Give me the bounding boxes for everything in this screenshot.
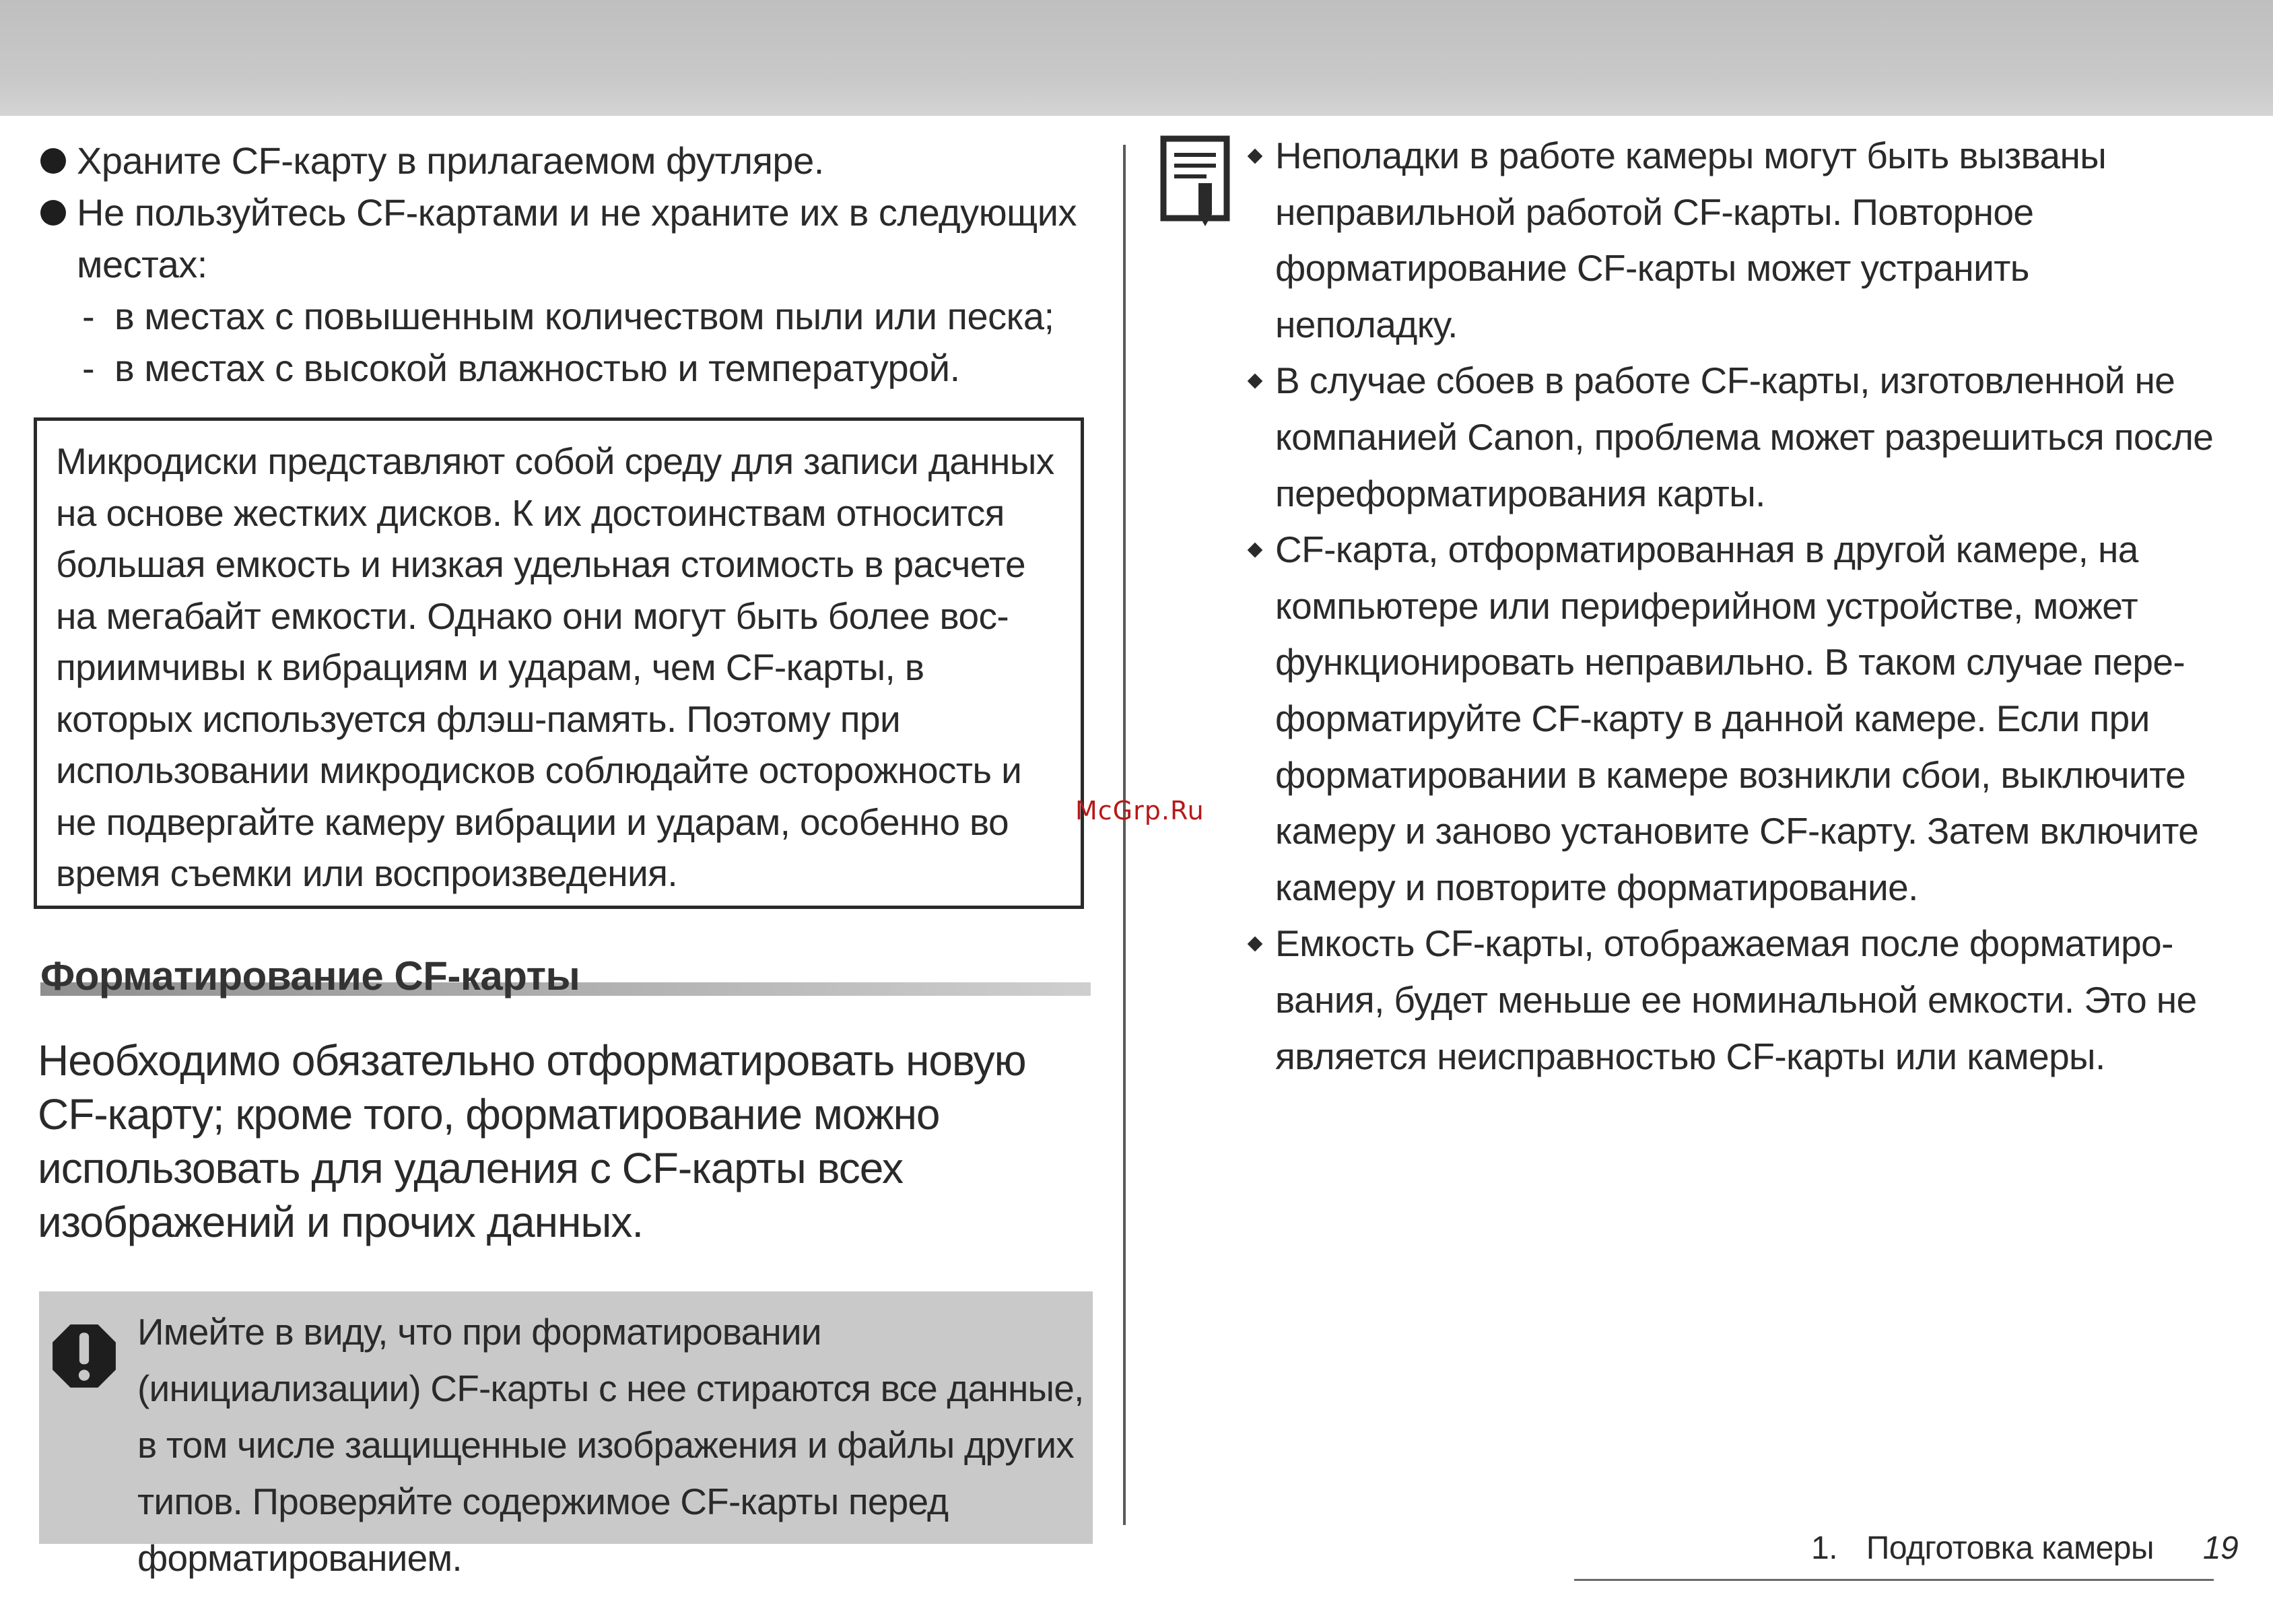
format-notes — [1246, 128, 2215, 1085]
bullet-item — [38, 135, 1088, 187]
caution-exclamation-icon — [50, 1322, 118, 1390]
dash-text: в местах с высокой влажностью и температурой. — [114, 347, 960, 389]
note-text: В случае сбоев в работе CF-карты, изготовленной не компанией Canon, проблема может разрешиться после переформатирования карты. — [1275, 360, 2214, 514]
note-text: CF-карта, отформатированная в другой камере, на компьютере или периферийном устройстве, может функционировать неправильно. В таком случае пере-форматируйте CF-карту в данной камере. Если при форматировании в камере возникли сбои, выключите камеру и заново установите CF-карту. Затем включите камеру и повторите форматирование. — [1275, 529, 2199, 908]
section-title: Форматирование CF-карты — [40, 953, 580, 999]
note-text: Неполадки в работе камеры могут быть вызваны неправильной работой CF-карты. Повторное форматирование CF-карты может устранить неполадку. — [1275, 135, 2107, 345]
bullet-dot-icon — [40, 200, 66, 226]
diamond-bullet-icon — [1248, 543, 1263, 558]
caution-text: Имейте в виду, что при форматировании (инициализации) CF-карты с нее стираются все данные, в том числе защищенные изображения и файлы других типов. Проверяйте содержимое CF-карты перед форматированием. — [137, 1311, 1084, 1579]
caution-box — [39, 1291, 1093, 1579]
page-footer — [1811, 1530, 2238, 1567]
section-heading — [40, 953, 1091, 1000]
microdrive-info-box — [34, 417, 1084, 909]
bullet-text: Храните CF-карту в прилагаемом футляре. — [77, 139, 824, 182]
bullet-item — [38, 187, 1088, 290]
diamond-bullet-icon — [1248, 937, 1263, 952]
note-item — [1246, 353, 2215, 522]
note-pencil-icon — [1159, 135, 1231, 230]
header-band — [0, 0, 2273, 116]
note-item — [1246, 916, 2215, 1085]
intro-paragraph: Необходимо обязательно отформатировать новую CF-карту; кроме того, форматирование можно использовать для удаления с CF-карты всех изображений и прочих данных. — [38, 1036, 1026, 1246]
note-text: Емкость CF-карты, отображаемая после форматиро-вания, будет меньше ее номинальной емкости. Это не является неисправностью CF-карты или камеры. — [1275, 922, 2197, 1077]
dash-item — [38, 290, 1088, 342]
chapter-number: 1. — [1811, 1530, 1838, 1566]
note-item — [1246, 522, 2215, 916]
note-item — [1246, 128, 2215, 353]
dash-mark: - — [82, 347, 95, 389]
bullet-dot-icon — [40, 148, 66, 174]
watermark: McGrp.Ru — [1075, 796, 1205, 825]
footer-rule — [1574, 1579, 2214, 1581]
page-number: 19 — [2202, 1530, 2239, 1566]
bullet-text: Не пользуйтесь CF-картами и не храните их в следующих местах: — [77, 191, 1077, 285]
column-divider — [1123, 145, 1126, 1525]
diamond-bullet-icon — [1248, 374, 1263, 389]
dash-item — [38, 342, 1088, 394]
chapter-title: Подготовка камеры — [1866, 1530, 2154, 1566]
dash-mark: - — [82, 295, 95, 337]
microdrive-info-text: Микродиски представляют собой среду для записи данных на основе жестких дисков. К их достоинствам относится большая емкость и низкая удельная стоимость в расчете на мегабайт емкости. Однако они могут быть более вос-приимчивы к вибрациям и ударам, чем CF-карты, в которых используется флэш-память. Поэтому при использовании микродисков соблюдайте осторожность и не подвергайте камеру вибрации и ударам, особенно во время съемки или воспроизведения. — [56, 440, 1054, 894]
dash-text: в местах с повышенным количеством пыли или песка; — [114, 295, 1054, 337]
storage-bullets — [38, 135, 1088, 394]
diamond-bullet-icon — [1248, 149, 1263, 164]
